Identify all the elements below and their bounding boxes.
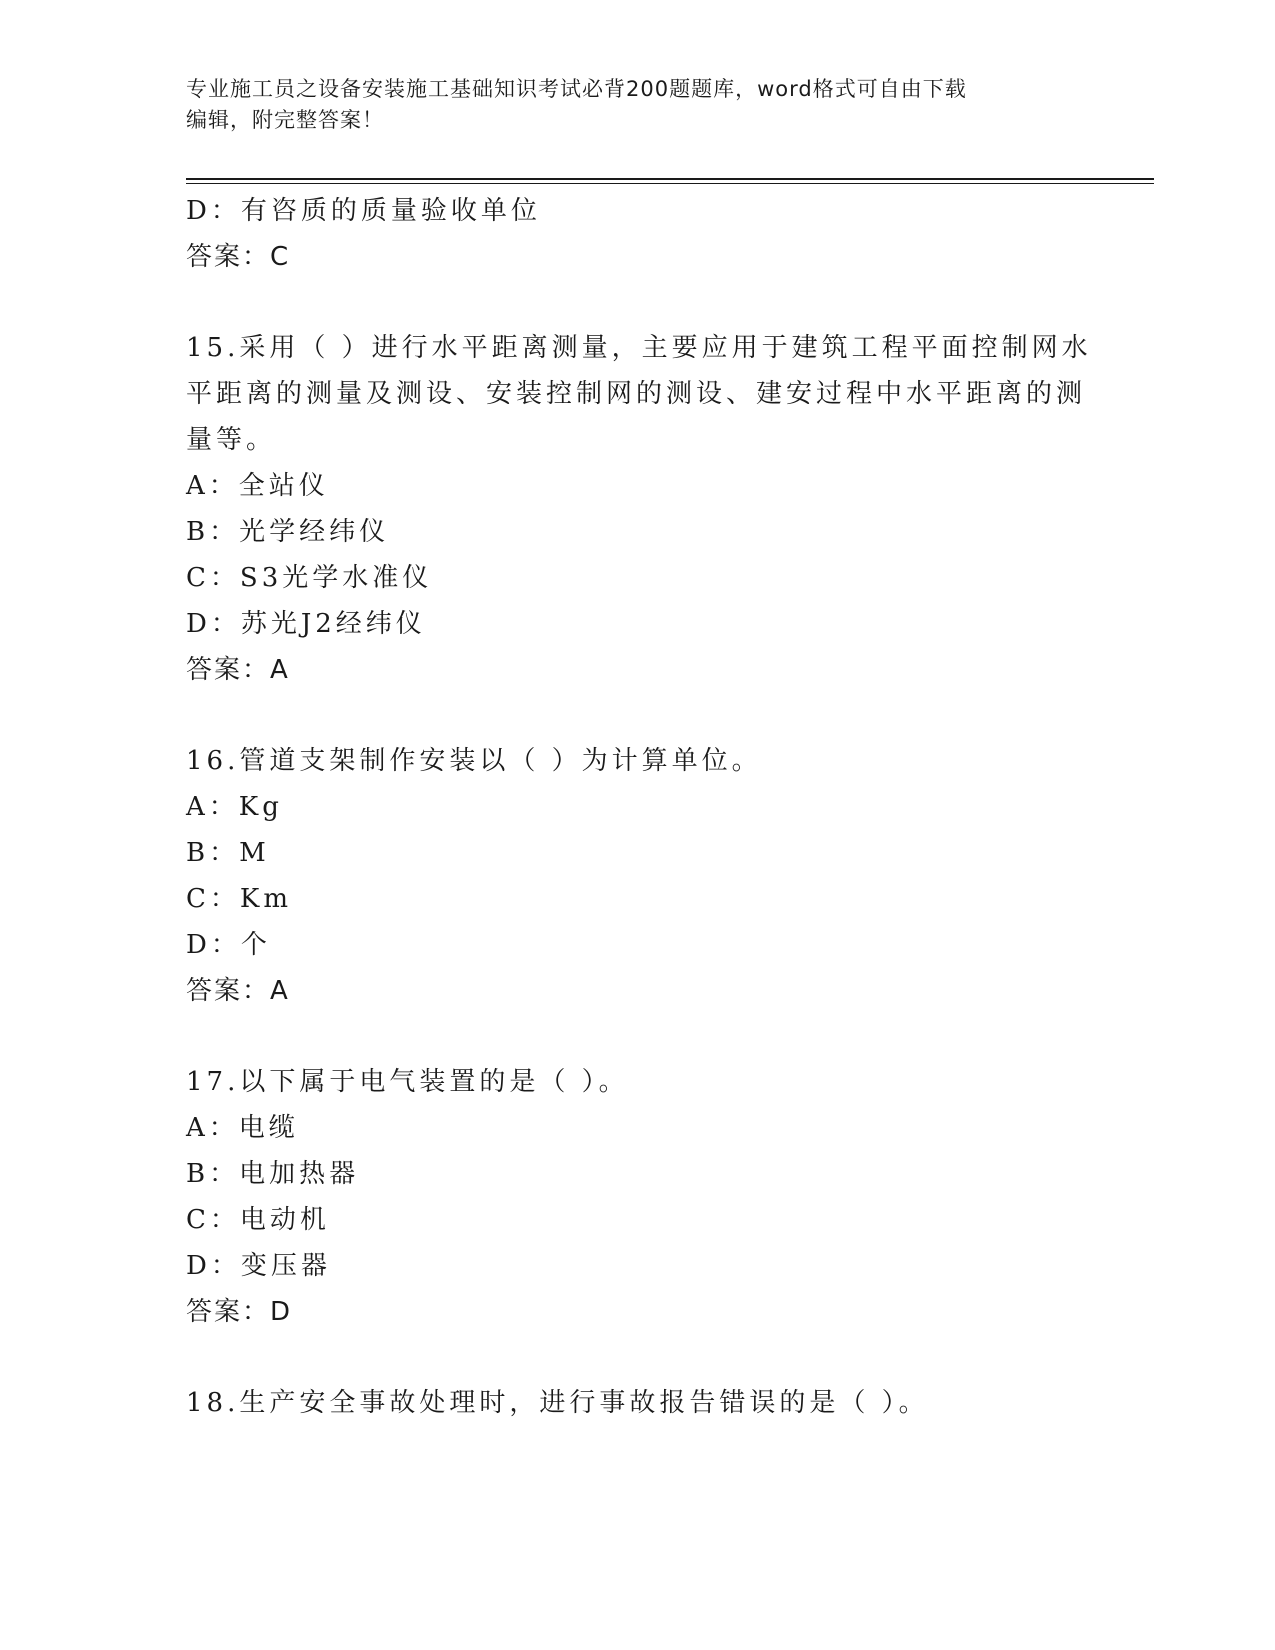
question-17: [186, 1059, 1076, 1335]
header-divider-thick: [186, 178, 1154, 180]
option-d: D：变压器: [186, 1251, 331, 1281]
question-text-line: 17.以下属于电气装置的是（ ）。: [186, 1067, 629, 1097]
option-d: D：有咨质的质量验收单位: [186, 196, 541, 226]
header-line-1: 专业施工员之设备安装施工基础知识考试必背200题题库，word格式可自由下载: [186, 77, 967, 101]
option-b: B：M: [186, 838, 270, 868]
question-text-line: 平距离的测量及测设、安装控制网的测设、建安过程中水平距离的测: [186, 379, 1087, 409]
answer: 答案：C: [186, 242, 291, 272]
question-text-line: 量等。: [186, 425, 277, 455]
header-divider-thin: [186, 183, 1154, 184]
option-c: C：S3光学水准仪: [186, 563, 433, 593]
spacer: [186, 1014, 1076, 1059]
question-text-line: 16.管道支架制作安装以（ ）为计算单位。: [186, 746, 762, 776]
option-d: D：苏光J2经纬仪: [186, 609, 426, 639]
question-15: [186, 325, 1092, 693]
question-text-line: 15.采用（ ）进行水平距离测量，主要应用于建筑工程平面控制网水: [186, 333, 1092, 363]
question-16: [186, 738, 1076, 1014]
question-text-line: 18.生产安全事故处理时，进行事故报告错误的是（ ）。: [186, 1388, 929, 1418]
option-c: C：Km: [186, 884, 292, 914]
option-b: B：光学经纬仪: [186, 517, 390, 547]
option-a: A：电缆: [186, 1113, 299, 1143]
header-line-2: 编辑，附完整答案！: [186, 108, 384, 132]
option-b: B：电加热器: [186, 1159, 360, 1189]
spacer: [186, 1335, 1076, 1380]
document-header: [186, 74, 1086, 136]
document-body: [186, 188, 1092, 1426]
spacer: [186, 280, 1076, 325]
option-a: A：全站仪: [186, 471, 329, 501]
spacer: [186, 693, 1076, 738]
option-c: C：电动机: [186, 1205, 330, 1235]
question-14-tail: [186, 188, 1076, 280]
option-d: D：个: [186, 930, 271, 960]
answer: 答案：A: [186, 655, 290, 685]
option-a: A：Kg: [186, 792, 283, 822]
answer: 答案：D: [186, 1297, 293, 1327]
answer: 答案：A: [186, 976, 290, 1006]
question-18: [186, 1380, 1076, 1426]
